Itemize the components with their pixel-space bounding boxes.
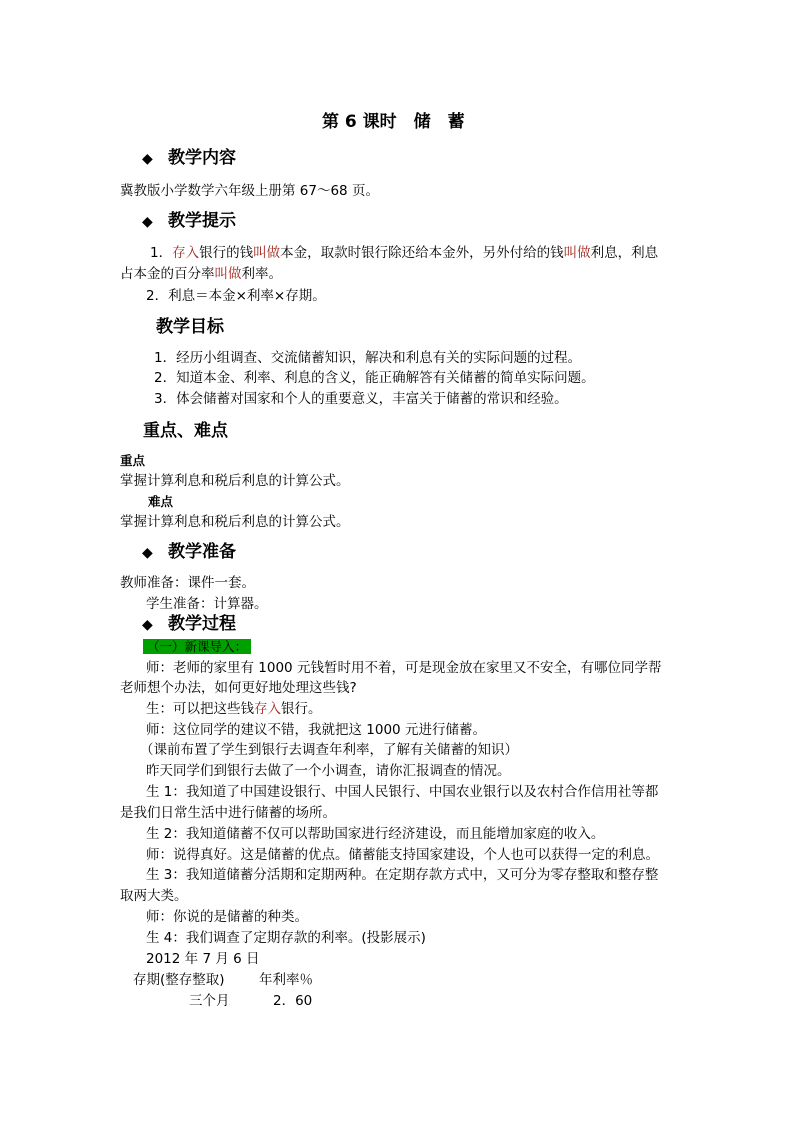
table-header-term: 存期(整存整取) bbox=[133, 972, 225, 988]
prep-teacher: 教师准备：课件一套。 bbox=[120, 575, 255, 591]
section-heading-goals: 教学目标 bbox=[156, 317, 224, 337]
section-heading-tips: ◆ 教学提示 bbox=[142, 211, 236, 231]
dialog-line: 生 4：我们调查了定期存款的利率。(投影展示) bbox=[146, 930, 426, 946]
diff-label: 难点 bbox=[148, 494, 174, 509]
dialog-line: 生 2：我知道储蓄不仅可以帮助国家进行经济建设，而且能增加家庭的收入。 bbox=[146, 826, 605, 842]
tips-item-1: 1．存入银行的钱叫做本金，取款时银行除还给本金外，另外付给的钱叫做利息，利息 bbox=[150, 245, 659, 261]
dialog-line: 师：说得真好。这是储蓄的优点。储蓄能支持国家建设，个人也可以获得一定的利息。 bbox=[146, 847, 659, 863]
table-cell-term: 三个月 bbox=[189, 993, 230, 1009]
prep-student: 学生准备：计算器。 bbox=[146, 596, 268, 612]
section-heading-content: ◆ 教学内容 bbox=[142, 148, 236, 168]
tips-item-1-cont: 占本金的百分率叫做利率。 bbox=[120, 266, 282, 282]
section-heading-key: 重点、难点 bbox=[143, 421, 228, 441]
key-text: 掌握计算利息和税后利息的计算公式。 bbox=[120, 473, 350, 489]
key-label: 重点 bbox=[120, 453, 146, 468]
dialog-line: 生 1：我知道了中国建设银行、中国人民银行、中国农业银行以及农村合作信用社等都 bbox=[146, 784, 659, 800]
table-date: 2012 年 7 月 6 日 bbox=[146, 951, 260, 967]
dialog-line: （课前布置了学生到银行去调查年利率，了解有关储蓄的知识） bbox=[140, 742, 518, 758]
dialog-line: 是我们日常生活中进行储蓄的场所。 bbox=[120, 805, 336, 821]
table-header-rate: 年利率％ bbox=[259, 972, 313, 988]
section-heading-prep: ◆ 教学准备 bbox=[142, 542, 236, 562]
dialog-line: 生 3：我知道储蓄分活期和定期两种。在定期存款方式中，又可分为零存整取和整存整 bbox=[146, 867, 659, 883]
content-text: 冀教版小学数学六年级上册第 67～68 页。 bbox=[120, 183, 379, 199]
diamond-bullet-icon: ◆ bbox=[142, 214, 153, 230]
section-heading-process: ◆ 教学过程 bbox=[142, 614, 236, 634]
goal-item-2: 2．知道本金、利率、利息的含义，能正确解答有关储蓄的简单实际问题。 bbox=[154, 370, 595, 386]
dialog-line: 师：你说的是储蓄的种类。 bbox=[146, 909, 308, 925]
diamond-bullet-icon: ◆ bbox=[142, 151, 153, 167]
table-cell-rate: 2．60 bbox=[273, 993, 313, 1009]
diamond-bullet-icon: ◆ bbox=[142, 617, 153, 633]
dialog-line: 昨天同学们到银行去做了一个小调查，请你汇报调查的情况。 bbox=[146, 763, 511, 779]
dialog-line: 取两大类。 bbox=[120, 888, 188, 904]
goal-item-1: 1．经历小组调查、交流储蓄知识，解决和利息有关的实际问题的过程。 bbox=[154, 350, 582, 366]
dialog-line: 师：老师的家里有 1000 元钱暂时用不着，可是现金放在家里又不安全，有哪位同学帮 bbox=[146, 660, 662, 676]
dialog-line: 老师想个办法，如何更好地处理这些钱? bbox=[120, 680, 357, 696]
process-tag: （一）新课导入： bbox=[143, 636, 251, 655]
goal-item-3: 3．体会储蓄对国家和个人的重要意义，丰富关于储蓄的常识和经验。 bbox=[154, 391, 568, 407]
diamond-bullet-icon: ◆ bbox=[142, 545, 153, 561]
dialog-line: 生：可以把这些钱存入银行。 bbox=[146, 701, 322, 717]
tips-item-2: 2．利息＝本金×利率×存期。 bbox=[146, 288, 326, 304]
page-title: 第 6 课时 储 蓄 bbox=[322, 112, 465, 132]
dialog-line: 师：这位同学的建议不错，我就把这 1000 元进行储蓄。 bbox=[146, 722, 486, 738]
diff-text: 掌握计算利息和税后利息的计算公式。 bbox=[120, 514, 350, 530]
